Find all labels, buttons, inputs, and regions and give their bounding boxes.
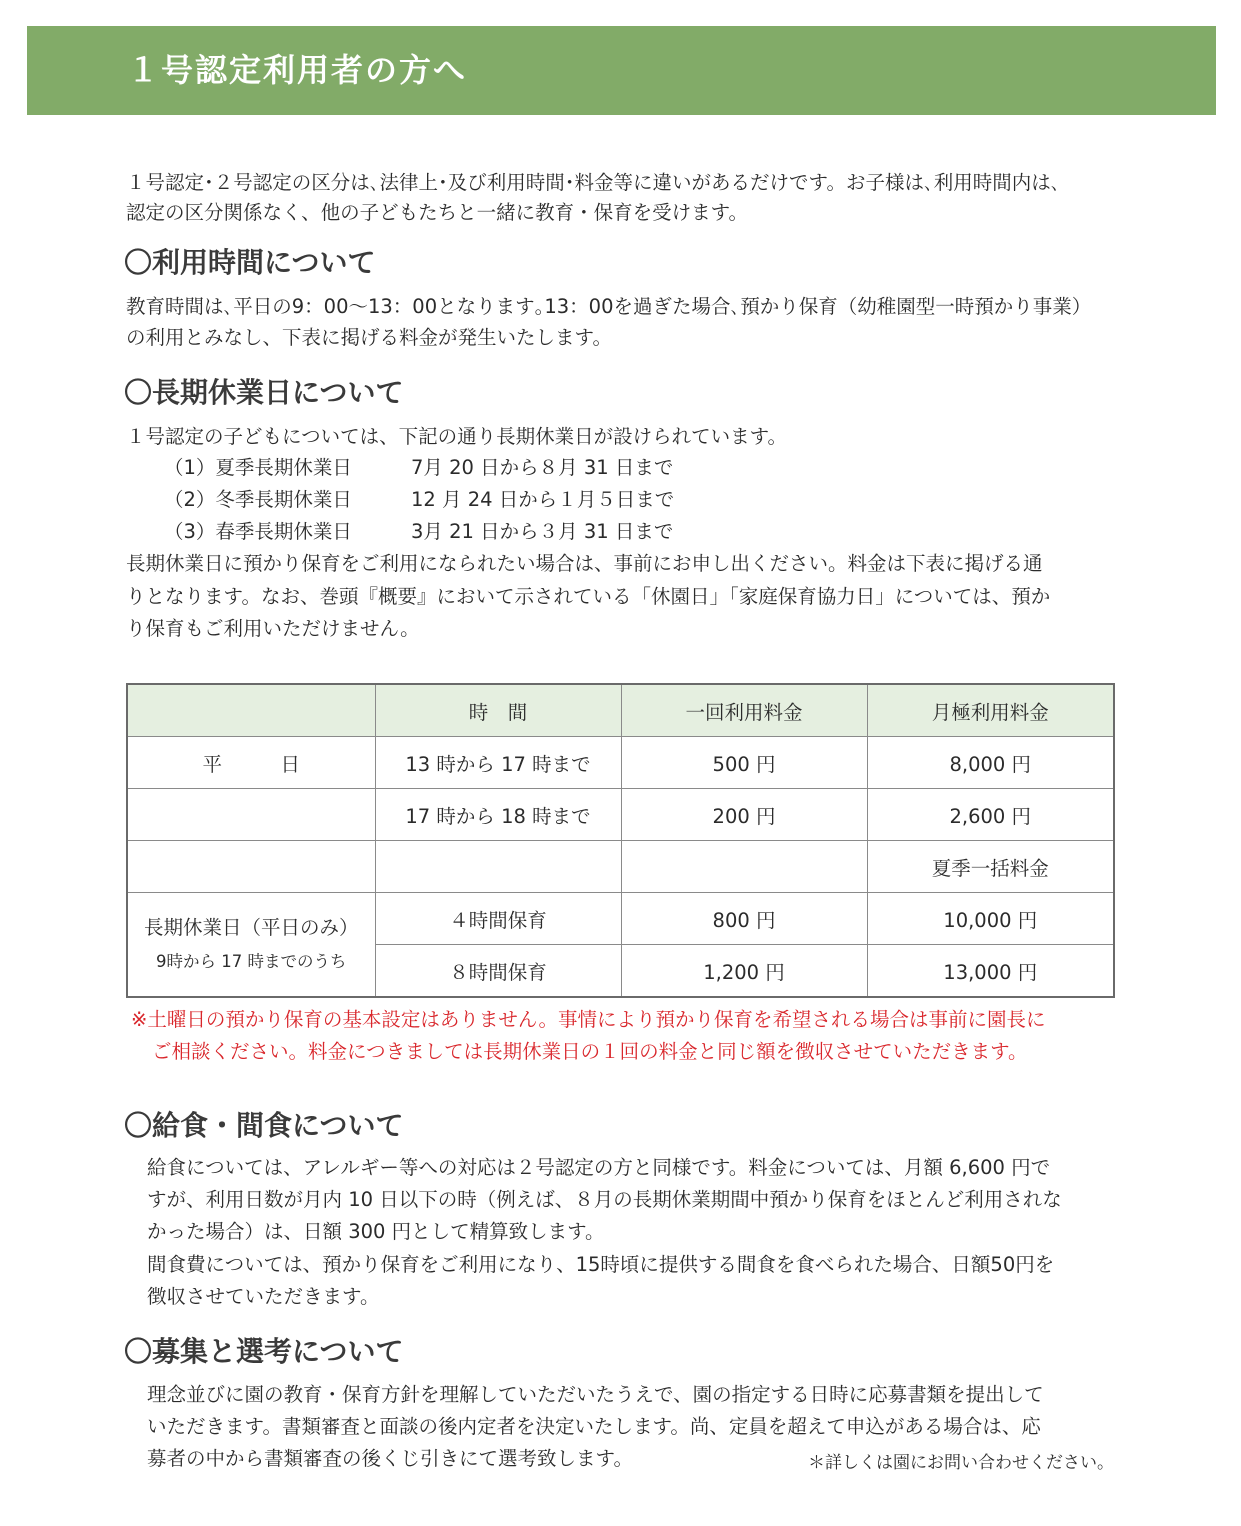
table-row (127, 841, 1114, 893)
time-cell: ８時間保育 (375, 945, 621, 998)
meals-line-2: すが、利用日数が月内 10 日以下の時（例えば、８月の長期休業期間中預かり保育をほとんど利用されな (147, 1188, 1062, 1211)
intro-line-1: １号認定･２号認定の区分は､法律上･及び利用時間･料金等に違いがあるだけです。お子様は､利用時間内は､ (126, 171, 1061, 194)
holiday-period-range: 12 月 24 日から１月５日まで (411, 488, 675, 511)
hours-heading: 〇利用時間について (124, 246, 376, 279)
long-holiday-label-cell (127, 893, 375, 998)
page-title: １号認定利用者の方へ (127, 51, 468, 89)
weekday-label: 平 日 (127, 737, 375, 789)
single-fee-cell: 500 円 (621, 737, 867, 789)
holidays-intro: １号認定の子どもについては、下記の通り長期休業日が設けられています。 (126, 425, 788, 448)
single-fee-cell: 800 円 (621, 893, 867, 945)
hours-line-1: 教育時間は､平日の9：00～13：00となります｡13：00を過ぎた場合､預かり保育（幼稚園型一時預かり事業） (126, 295, 1092, 318)
recruit-note: ＊詳しくは園にお問い合わせください。 (808, 1453, 1114, 1473)
monthly-fee-cell: 8,000 円 (867, 737, 1114, 789)
table-row (127, 893, 1114, 945)
saturday-notice-line-2: ご相談ください。料金につきましては長期休業日の１回の料金と同じ額を徴収させていただきます。 (152, 1040, 1028, 1063)
holiday-period-label: （1）夏季長期休業日 (164, 456, 352, 479)
single-fee-cell: 200 円 (621, 789, 867, 841)
table-row (127, 789, 1114, 841)
meals-line-5: 徴収させていただきます。 (147, 1285, 380, 1308)
recruit-line-1: 理念並びに園の教育・保育方針を理解していただいたうえで、園の指定する日時に応募書類を提出して (147, 1383, 1044, 1406)
meals-line-1: 給食については、アレルギー等への対応は２号認定の方と同様です。料金については、月額 6,600 円で (147, 1156, 1051, 1179)
time-cell: 17 時から 18 時まで (375, 789, 621, 841)
holiday-period-range: 7月 20 日から８月 31 日まで (411, 456, 674, 479)
empty-cell (127, 841, 375, 893)
recruit-heading: 〇募集と選考について (124, 1335, 404, 1368)
holiday-period-label: （2）冬季長期休業日 (164, 488, 352, 511)
table-header-row (127, 684, 1114, 737)
meals-heading: 〇給食・間食について (124, 1109, 404, 1142)
table-header-cell: 一回利用料金 (621, 684, 867, 737)
empty-cell (127, 789, 375, 841)
holidays-heading: 〇長期休業日について (124, 376, 404, 409)
fee-table (126, 683, 1115, 998)
time-cell: ４時間保育 (375, 893, 621, 945)
intro-line-2: 認定の区分関係なく、他の子どもたちと一緒に教育・保育を受けます。 (126, 201, 749, 224)
recruit-line-2: いただきます。書類審査と面談の後内定者を決定いたします。尚、定員を超えて申込がある場合は、応 (147, 1415, 1041, 1438)
meals-line-4: 間食費については、預かり保育をご利用になり、15時頃に提供する間食を食べられた場合、日額50円を (147, 1253, 1055, 1276)
holiday-period-label: （3）春季長期休業日 (164, 520, 352, 543)
holidays-line-2: りとなります。なお、巻頭『概要』において示されている「休園日」「家庭保育協力日」については、預か (126, 585, 1051, 608)
saturday-notice-line-1: ※土曜日の預かり保育の基本設定はありません。事情により預かり保育を希望される場合は事前に園長に (131, 1008, 1046, 1031)
monthly-fee-cell: 2,600 円 (867, 789, 1114, 841)
empty-cell (375, 841, 621, 893)
holidays-line-1: 長期休業日に預かり保育をご利用になられたい場合は、事前にお申し出ください。料金は下表に掲げる通 (126, 552, 1043, 575)
time-cell: 13 時から 17 時まで (375, 737, 621, 789)
long-holiday-label: 長期休業日（平日のみ） (143, 915, 359, 939)
summer-label-cell: 夏季一括料金 (867, 841, 1114, 893)
table-row (127, 737, 1114, 789)
title-banner (27, 26, 1216, 115)
meals-line-3: かった場合）は、日額 300 円として精算致します。 (147, 1220, 605, 1243)
table-header-cell (127, 684, 375, 737)
long-holiday-sub-label: 9時から 17 時までのうち (156, 951, 347, 971)
hours-line-2: の利用とみなし、下表に掲げる料金が発生いたします。 (126, 326, 612, 349)
monthly-fee-cell: 13,000 円 (867, 945, 1114, 998)
empty-cell (621, 841, 867, 893)
monthly-fee-cell: 10,000 円 (867, 893, 1114, 945)
single-fee-cell: 1,200 円 (621, 945, 867, 998)
table-header-cell: 月極利用料金 (867, 684, 1114, 737)
table-header-cell: 時 間 (375, 684, 621, 737)
recruit-line-3: 募者の中から書類審査の後くじ引きにて選考致します。 (147, 1447, 633, 1470)
holidays-line-3: り保育もご利用いただけません。 (126, 617, 420, 640)
holiday-period-range: 3月 21 日から３月 31 日まで (411, 520, 674, 543)
